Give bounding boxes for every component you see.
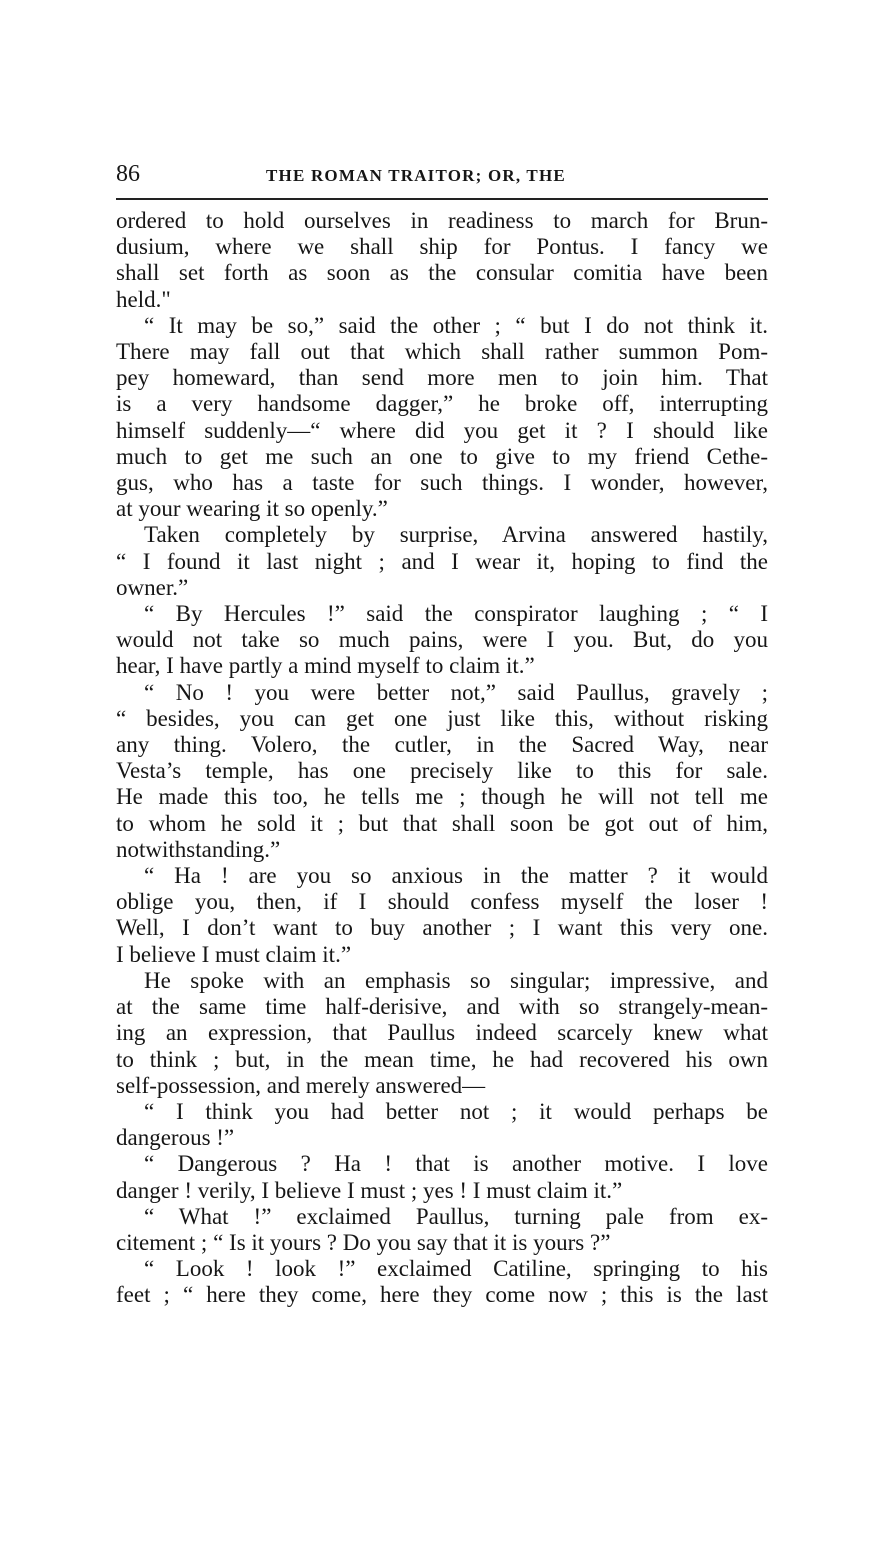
text-line: Taken completely by surprise, Arvina answered hastily,	[144, 522, 768, 548]
text-line: hear, I have partly a mind myself to claim it.”	[116, 653, 535, 679]
text-line: notwithstanding.”	[116, 836, 281, 862]
text-line: shall set forth as soon as the consular comitia have been	[116, 260, 768, 286]
text-line: owner.”	[116, 574, 189, 600]
text-line: He spoke with an emphasis so singular; impressive, and	[144, 967, 768, 993]
text-line: ing an expression, that Paullus indeed scarcely knew what	[116, 1020, 768, 1046]
text-line: gus, who has a taste for such things. I wonder, however,	[116, 470, 768, 496]
text-line: “ It may be so,” said the other ; “ but I do not think it.	[144, 312, 768, 338]
text-line: at your wearing it so openly.”	[116, 496, 388, 522]
text-line: There may fall out that which shall rather summon Pom-	[116, 339, 768, 365]
text-line: I believe I must claim it.”	[116, 941, 352, 967]
text-line: would not take so much pains, were I you. But, do you	[116, 627, 768, 653]
text-line: feet ; “ here they come, here they come now ; this is the last	[116, 1282, 768, 1308]
text-line: “ Dangerous ? Ha ! that is another motive. I love	[144, 1151, 768, 1177]
text-line: “ Ha ! are you so anxious in the matter ? it would	[144, 863, 768, 889]
text-line: “ By Hercules !” said the conspirator laughing ; “ I	[144, 601, 768, 627]
text-line: at the same time half-derisive, and with so strangely-mean-	[116, 994, 768, 1020]
body-text	[116, 208, 768, 1309]
text-line: “ besides, you can get one just like this, without risking	[116, 705, 768, 731]
text-line: self-possession, and merely answered—	[116, 1072, 486, 1098]
text-line: to think ; but, in the mean time, he had recovered his own	[116, 1046, 768, 1072]
text-line: “ No ! you were better not,” said Paullus, gravely ;	[144, 679, 768, 705]
text-line: much to get me such an one to give to my friend Cethe-	[116, 443, 768, 469]
text-line: himself suddenly—“ where did you get it ? I should like	[116, 417, 768, 443]
text-line: “ I think you had better not ; it would perhaps be	[144, 1098, 768, 1124]
text-line: citement ; “ Is it yours ? Do you say that it is yours ?”	[116, 1229, 611, 1255]
text-line: pey homeward, than send more men to join him. That	[116, 365, 768, 391]
text-line: oblige you, then, if I should confess myself the loser !	[116, 889, 768, 915]
text-line: “ What !” exclaimed Paullus, turning pale from ex-	[144, 1203, 768, 1229]
page-header	[116, 160, 766, 194]
running-head: THE ROMAN TRAITOR; OR, THE	[266, 166, 566, 185]
text-line: is a very handsome dagger,” he broke off, interrupting	[116, 391, 768, 417]
text-line: danger ! verily, I believe I must ; yes ! I must claim it.”	[116, 1177, 623, 1203]
text-line: ordered to hold ourselves in readiness to march for Brun-	[116, 208, 768, 233]
header-rule	[116, 198, 768, 200]
page-number: 86	[116, 161, 140, 187]
text-line: He made this too, he tells me ; though he will not tell me	[116, 784, 768, 810]
text-line: dangerous !”	[116, 1125, 235, 1151]
text-line: held."	[116, 286, 171, 312]
text-line: any thing. Volero, the cutler, in the Sacred Way, near	[116, 732, 768, 758]
text-line: “ Look ! look !” exclaimed Catiline, springing to his	[144, 1256, 768, 1282]
text-line: Well, I don’t want to buy another ; I want this very one.	[116, 915, 768, 941]
text-line: to whom he sold it ; but that shall soon be got out of him,	[116, 810, 768, 836]
text-line: Vesta’s temple, has one precisely like to this for sale.	[116, 758, 768, 784]
text-line: “ I found it last night ; and I wear it, hoping to find the	[116, 548, 768, 574]
text-line: dusium, where we shall ship for Pontus. I fancy we	[116, 234, 768, 260]
